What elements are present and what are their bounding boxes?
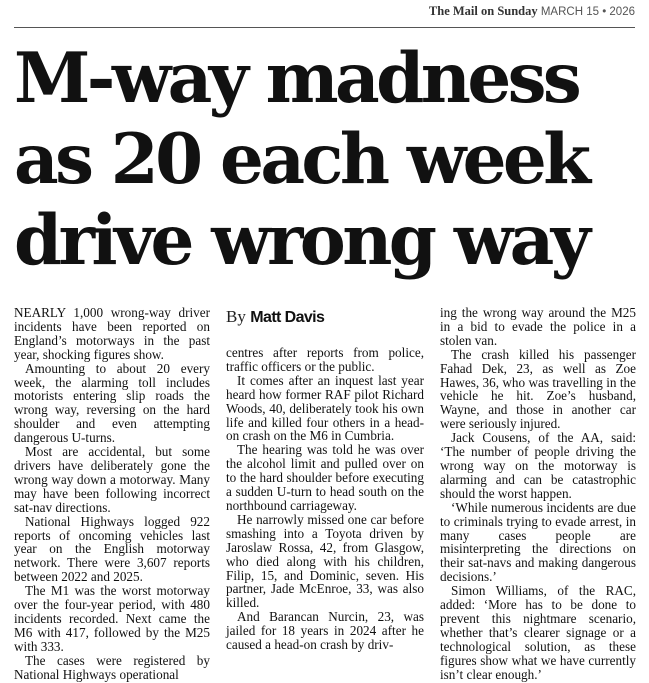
paragraph: The crash killed his passenger Fahad Dek, 23, as well as Zoe Hawes, 36, who was travelling in the vehicle he hit. Zoe’s husband, Wayne, and those in another car were seriously injured. xyxy=(440,346,636,432)
paragraph: The M1 was the worst motorway over the four-year period, with 480 incidents recorded. Next came the M6 with 417, followed by the M25 with 333. xyxy=(14,583,210,654)
paragraph: The hearing was told he was over the alcohol limit and pulled over on to the hard shoulder before executing a sudden U-turn to head south on the northbound carriageway. xyxy=(226,442,424,513)
article-column-1 xyxy=(14,306,210,681)
article-column-3 xyxy=(440,306,636,681)
paragraph: ing the wrong way around the M25 in a bid to evade the police in a stolen van. xyxy=(440,305,636,348)
paragraph: Most are accidental, but some drivers have deliberately gone the wrong way down a motorway. Many may have been following incorrect sat-nav directions. xyxy=(14,444,210,515)
headline xyxy=(14,38,639,281)
headline-line-2: as 20 each week xyxy=(14,119,588,200)
paragraph: Amounting to about 20 every week, the alarming toll includes motorists entering slip roads the wrong way, reversing on the hard shoulder and even attempting dangerous U-turns. xyxy=(14,360,210,446)
byline-prefix: By xyxy=(226,307,246,326)
byline xyxy=(226,306,424,346)
paragraph: centres after reports from police, traffic officers or the public. xyxy=(226,345,424,374)
paragraph: The cases were registered by National Highways operational xyxy=(14,652,210,682)
paragraph: NEARLY 1,000 wrong-way driver incidents have been reported on England’s motorways in the past year, shocking figures show. xyxy=(14,305,210,362)
paragraph: ‘While numerous incidents are due to criminals trying to evade arrest, in many cases people are misinterpreting the directions on their sat-navs and making dangerous decisions.’ xyxy=(440,499,636,585)
byline-author: Matt Davis xyxy=(250,309,325,326)
paragraph: And Barancan Nurcin, 23, was jailed for 18 years in 2024 after he caused a head-on crash by driv- xyxy=(226,609,424,653)
masthead-rule xyxy=(14,27,635,28)
paragraph: He narrowly missed one car before smashing into a Toyota driven by Jaroslaw Rossa, 42, from Glasgow, who died along with his children, Filip, 15, and Dominic, seven. His partner, Jade McEnroe, 33, was also killed. xyxy=(226,511,424,611)
paragraph: Jack Cousens, of the AA, said: ‘The number of people driving the wrong way on the motorway is alarming and can be catastrophic should the worst happen. xyxy=(440,430,636,501)
headline-line-3: drive wrong way xyxy=(14,200,588,281)
article-column-2 xyxy=(226,306,424,652)
newspaper-name: The Mail on Sunday xyxy=(428,4,538,18)
issue-date: MARCH 15 • 2026 xyxy=(540,6,635,18)
paragraph: It comes after an inquest last year heard how former RAF pilot Richard Woods, 40, deliberately took his own life and killed four others in a head-on crash on the M6 in Cumbria. xyxy=(226,372,424,444)
masthead xyxy=(429,4,635,19)
headline-line-1: M-way madness xyxy=(14,38,579,119)
paragraph: National Highways logged 922 reports of oncoming vehicles last year on the English motorway network. There were 3,607 reports between 2022 and 2025. xyxy=(14,513,210,585)
paragraph: Simon Williams, of the RAC, added: ‘More has to be done to prevent this nightmare scenario, whether that’s clearer signage or a technological solution, as these figures show what we have currently isn’t clear enough.’ xyxy=(440,583,636,682)
